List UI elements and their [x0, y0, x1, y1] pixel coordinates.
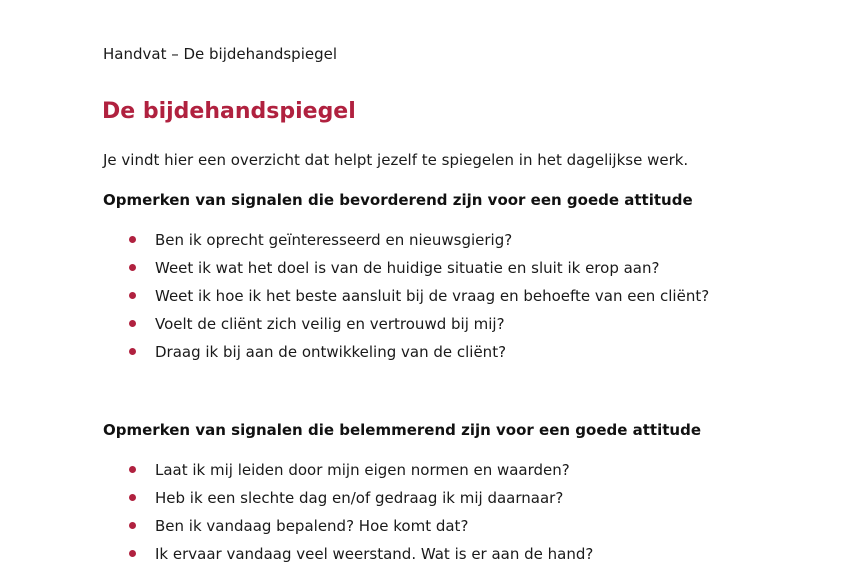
list-item	[0, 516, 593, 544]
section-heading-bevorderend: Opmerken van signalen die bevorderend zijn voor een goede attitude	[103, 191, 693, 209]
bullet-icon	[129, 494, 136, 501]
bullet-icon	[129, 550, 136, 557]
section-heading-belemmerend: Opmerken van signalen die belemmerend zijn voor een goede attitude	[103, 421, 701, 439]
list-item	[0, 286, 709, 314]
intro-paragraph: Je vindt hier een overzicht dat helpt jezelf te spiegelen in het dagelijkse werk.	[103, 151, 689, 169]
checklist-belemmerend	[0, 460, 593, 572]
bullet-icon	[129, 466, 136, 473]
list-item-text: Voelt de cliënt zich veilig en vertrouwd bij mij?	[155, 315, 505, 333]
list-item-text: Weet ik hoe ik het beste aansluit bij de vraag en behoefte van een cliënt?	[155, 287, 710, 305]
checklist-bevorderend	[0, 230, 709, 370]
list-item	[0, 342, 709, 370]
list-item	[0, 544, 593, 572]
list-item	[0, 460, 593, 488]
list-item-text: Ben ik oprecht geïnteresseerd en nieuwsgierig?	[155, 231, 513, 249]
list-item-text: Laat ik mij leiden door mijn eigen normen en waarden?	[155, 461, 570, 479]
list-item-text: Draag ik bij aan de ontwikkeling van de cliënt?	[155, 343, 507, 361]
bullet-icon	[129, 522, 136, 529]
list-item-text: Weet ik wat het doel is van de huidige situatie en sluit ik erop aan?	[155, 259, 660, 277]
list-item-text: Ik ervaar vandaag veel weerstand. Wat is er aan de hand?	[155, 545, 594, 563]
bullet-icon	[129, 236, 136, 243]
list-item	[0, 314, 709, 342]
bullet-icon	[129, 348, 136, 355]
list-item	[0, 488, 593, 516]
bullet-icon	[129, 320, 136, 327]
list-item-text: Ben ik vandaag bepalend? Hoe komt dat?	[155, 517, 469, 535]
page-title: De bijdehandspiegel	[102, 99, 356, 124]
bullet-icon	[129, 264, 136, 271]
list-item	[0, 230, 709, 258]
breadcrumb: Handvat – De bijdehandspiegel	[103, 45, 338, 63]
bullet-icon	[129, 292, 136, 299]
list-item-text: Heb ik een slechte dag en/of gedraag ik mij daarnaar?	[155, 489, 564, 507]
list-item	[0, 258, 709, 286]
